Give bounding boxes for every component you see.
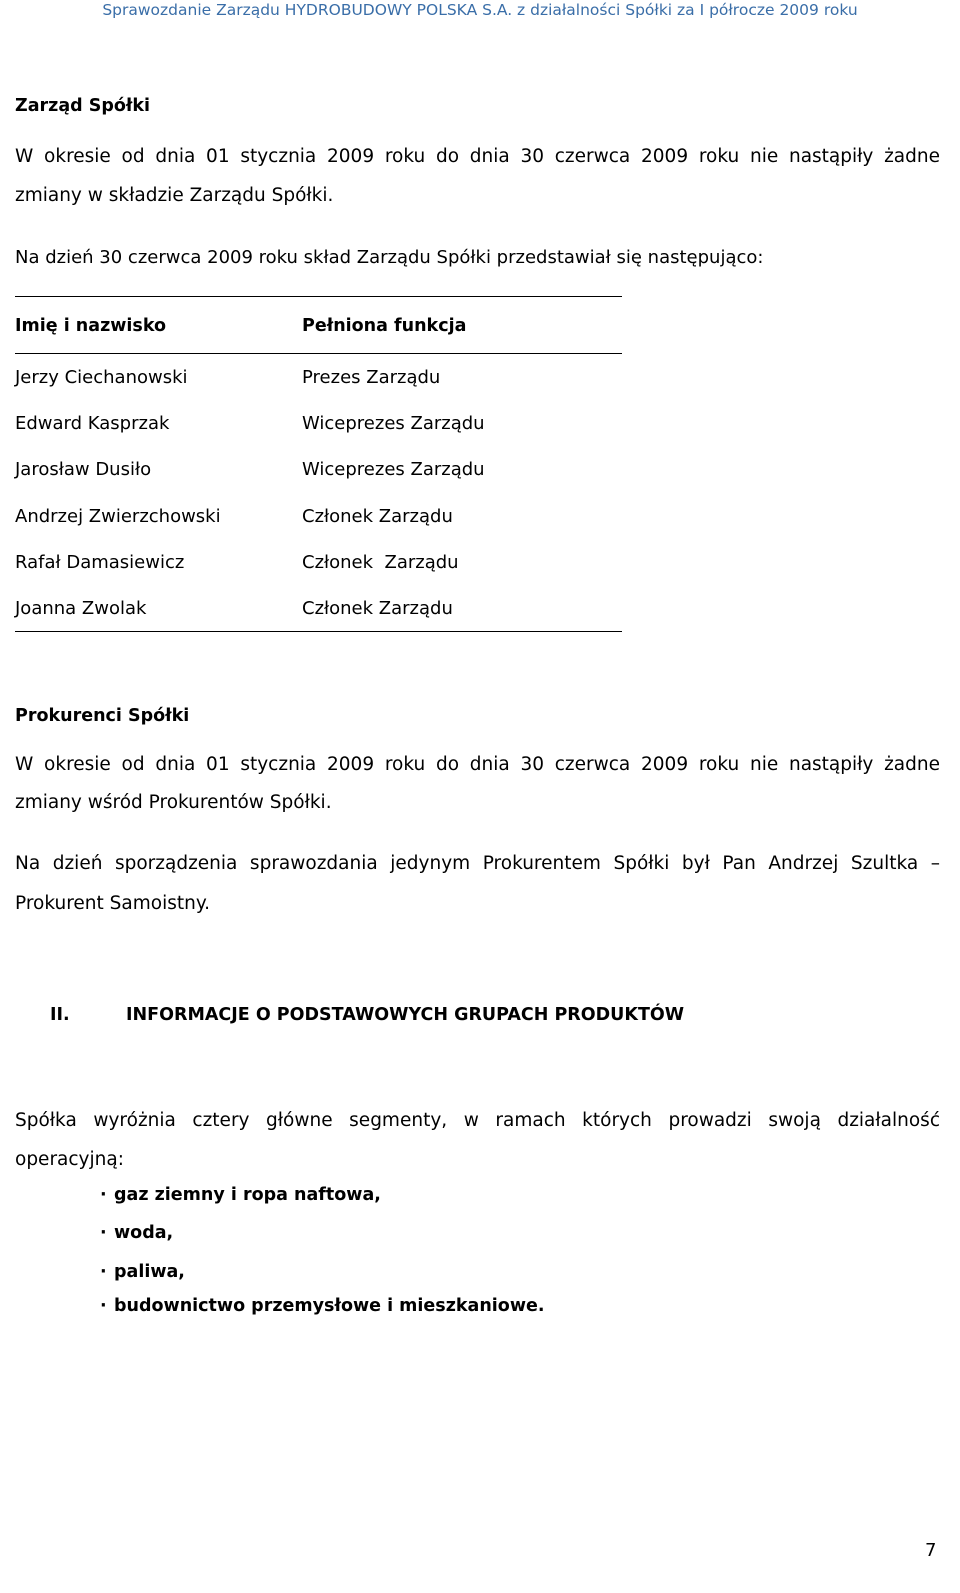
table-cell-name: Andrzej Zwierzchowski	[15, 506, 221, 527]
list-item	[100, 1185, 381, 1205]
table-cell-name: Jarosław Dusiło	[15, 459, 152, 480]
proxy-paragraph-line-1: Na dzień sporządzenia sprawozdania jedynym Prokurentem Spółki był Pan Andrzej Szultka –	[15, 853, 940, 874]
table-bottom-rule	[15, 631, 622, 632]
section-title: INFORMACJE O PODSTAWOWYCH GRUPACH PRODUKTÓW	[126, 1005, 685, 1025]
section-number: II.	[50, 1005, 70, 1025]
table-header-rule	[15, 353, 622, 354]
column-header-function: Pełniona funkcja	[302, 316, 467, 336]
proxy-paragraph-line-2: Prokurent Samoistny.	[15, 893, 211, 914]
table-cell-function: Członek Zarządu	[302, 598, 453, 619]
board-composition-intro: Na dzień 30 czerwca 2009 roku skład Zarządu Spółki przedstawiał się następująco:	[15, 247, 764, 268]
table-cell-function: Członek Zarządu	[302, 552, 459, 573]
list-item-label: paliwa,	[114, 1262, 185, 1282]
running-header: Sprawozdanie Zarządu HYDROBUDOWY POLSKA S.A. z działalności Spółki za I półrocze 2009 roku	[102, 1, 858, 19]
list-item-label: budownictwo przemysłowe i mieszkaniowe.	[114, 1296, 545, 1316]
proxies-paragraph-line-1: W okresie od dnia 01 stycznia 2009 roku do dnia 30 czerwca 2009 roku nie nastąpiły żadne	[15, 754, 940, 775]
table-cell-name: Joanna Zwolak	[15, 598, 147, 619]
table-cell-name: Jerzy Ciechanowski	[15, 367, 188, 388]
list-item	[100, 1262, 185, 1282]
board-heading: Zarząd Spółki	[15, 96, 151, 116]
bullet-icon: ·	[100, 1296, 107, 1316]
bullet-icon: ·	[100, 1223, 107, 1243]
board-paragraph-line-1: W okresie od dnia 01 stycznia 2009 roku do dnia 30 czerwca 2009 roku nie nastąpiły żadne	[15, 146, 940, 167]
table-cell-name: Rafał Damasiewicz	[15, 552, 185, 573]
list-item	[100, 1296, 545, 1316]
board-paragraph-line-2: zmiany w składzie Zarządu Spółki.	[15, 185, 334, 206]
table-cell-function: Wiceprezes Zarządu	[302, 459, 485, 480]
proxies-paragraph-line-2: zmiany wśród Prokurentów Spółki.	[15, 792, 332, 813]
column-header-name: Imię i nazwisko	[15, 316, 167, 336]
segments-intro-line-2: operacyjną:	[15, 1149, 124, 1170]
list-item	[100, 1223, 173, 1243]
list-item-label: woda,	[114, 1223, 174, 1243]
bullet-icon: ·	[100, 1262, 107, 1282]
segments-intro-line-1: Spółka wyróżnia cztery główne segmenty, w ramach których prowadzi swoją działalność	[15, 1110, 940, 1131]
page-number: 7	[925, 1540, 937, 1561]
table-cell-name: Edward Kasprzak	[15, 413, 170, 434]
table-cell-function: Prezes Zarządu	[302, 367, 441, 388]
proxies-heading: Prokurenci Spółki	[15, 706, 190, 726]
list-item-label: gaz ziemny i ropa naftowa,	[114, 1185, 381, 1205]
bullet-icon: ·	[100, 1185, 107, 1205]
table-cell-function: Członek Zarządu	[302, 506, 453, 527]
table-top-rule	[15, 296, 622, 297]
table-cell-function: Wiceprezes Zarządu	[302, 413, 485, 434]
